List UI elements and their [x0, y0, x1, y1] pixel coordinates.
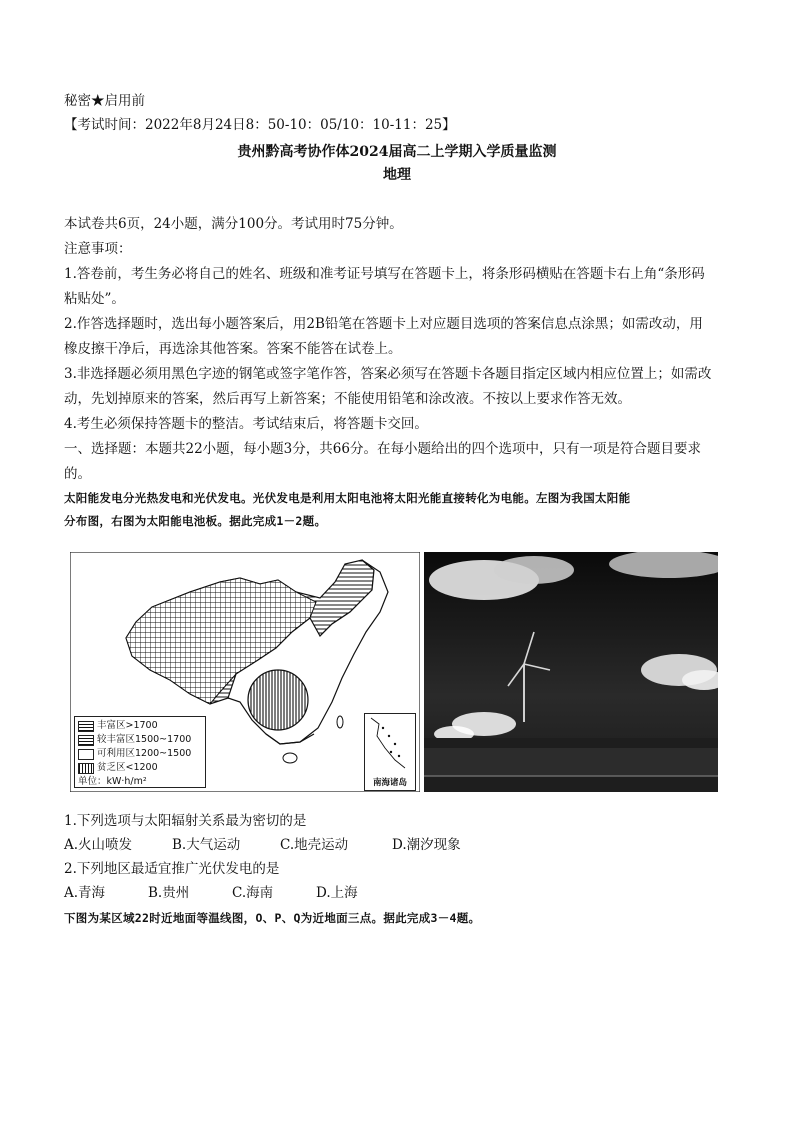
legend-label: 贫乏区<1200 — [97, 762, 158, 773]
next-section-intro: 下图为某区域22时近地面等温线图，O、P、Q为近地面三点。据此完成3－4题。 — [64, 911, 481, 925]
legend-unit: 单位：kW·h/m² — [78, 776, 147, 787]
notice-item-2-cont: 橡皮擦干净后，再选涂其他答案。答案不能答在试卷上。 — [64, 341, 402, 357]
notice-item-1-cont: 粘贴处”。 — [64, 291, 125, 307]
inset-label: 南海诸岛 — [372, 778, 407, 788]
secret-label: 秘密★启用前 — [64, 93, 145, 109]
south-china-sea-inset — [364, 713, 416, 791]
page-title: 贵州黔高考协作体2024届高二上学期入学质量监测 — [237, 144, 557, 160]
q2-option-d[interactable]: D.上海 — [316, 885, 358, 901]
question-1-options — [64, 836, 734, 854]
inset-islands — [365, 714, 415, 774]
region-poor — [248, 670, 308, 730]
legend-label: 较丰富区1500~1700 — [97, 734, 192, 745]
legend-swatch-hlines — [78, 735, 94, 746]
notice-item-1: 1.答卷前，考生务必将自己的姓名、班级和准考证号填写在答题卡上，将条形码横贴在答题卡右上角“条形码 — [64, 266, 705, 282]
question-2-options — [64, 884, 734, 902]
solar-panel-photo — [424, 552, 718, 792]
q2-option-b[interactable]: B.贵州 — [148, 885, 190, 901]
exam-time: 【考试时间：2022年8月24日8：50-10：05/10：10-11：25】 — [64, 117, 456, 133]
section-intro-cont: 分布图，右图为太阳能电池板。据此完成1－2题。 — [64, 514, 327, 528]
legend-available — [78, 747, 202, 761]
section-heading-cont: 的。 — [64, 466, 91, 482]
question-2: 2.下列地区最适宜推广光伏发电的是 — [64, 861, 280, 877]
q1-option-b[interactable]: B.大气运动 — [172, 837, 241, 853]
q2-option-a[interactable]: A.青海 — [64, 885, 106, 901]
legend-moderate — [78, 733, 202, 747]
legend-swatch-blank — [78, 749, 94, 760]
section-heading: 一、选择题：本题共22小题，每小题3分，共66分。在每小题给出的四个选项中，只有一项是符合题目要求 — [64, 441, 701, 457]
notice-item-3: 3.非选择题必须用黑色字迹的钢笔或签字笔作答，答案必须写在答题卡各题目指定区域内相应位置上；如需改 — [64, 366, 712, 382]
q1-option-d[interactable]: D.潮汐现象 — [392, 837, 461, 853]
legend-label: 丰富区>1700 — [97, 720, 158, 731]
exam-summary: 本试卷共6页，24小题，满分100分。考试用时75分钟。 — [64, 216, 403, 232]
subject-title: 地理 — [383, 167, 411, 183]
legend-swatch-vlines — [78, 763, 94, 774]
section-intro: 太阳能发电分光热发电和光伏发电。光伏发电是利用太阳电池将太阳光能直接转化为电能。左图为我国太阳能 — [64, 491, 631, 505]
notice-item-3-cont: 动，先划掉原来的答案，然后再写上新答案；不能使用铅笔和涂改液。不按以上要求作答无效。 — [64, 391, 631, 407]
notice-item-2: 2.作答选择题时，选出每小题答案后，用2B铅笔在答题卡上对应题目选项的答案信息点涂黑；如需改动，用 — [64, 316, 703, 332]
legend-poor — [78, 761, 202, 775]
notice-item-4: 4.考生必须保持答题卡的整洁。考试结束后，将答题卡交回。 — [64, 416, 428, 432]
question-1: 1.下列选项与太阳辐射关系最为密切的是 — [64, 813, 307, 829]
q1-option-c[interactable]: C.地壳运动 — [280, 837, 349, 853]
legend-label: 可利用区1200~1500 — [97, 748, 192, 759]
legend-rich — [78, 719, 202, 733]
map-legend — [74, 716, 206, 788]
notice-label: 注意事项： — [64, 241, 132, 257]
q2-option-c[interactable]: C.海南 — [232, 885, 274, 901]
legend-swatch-grid — [78, 721, 94, 732]
q1-option-a[interactable]: A.火山喷发 — [64, 837, 133, 853]
